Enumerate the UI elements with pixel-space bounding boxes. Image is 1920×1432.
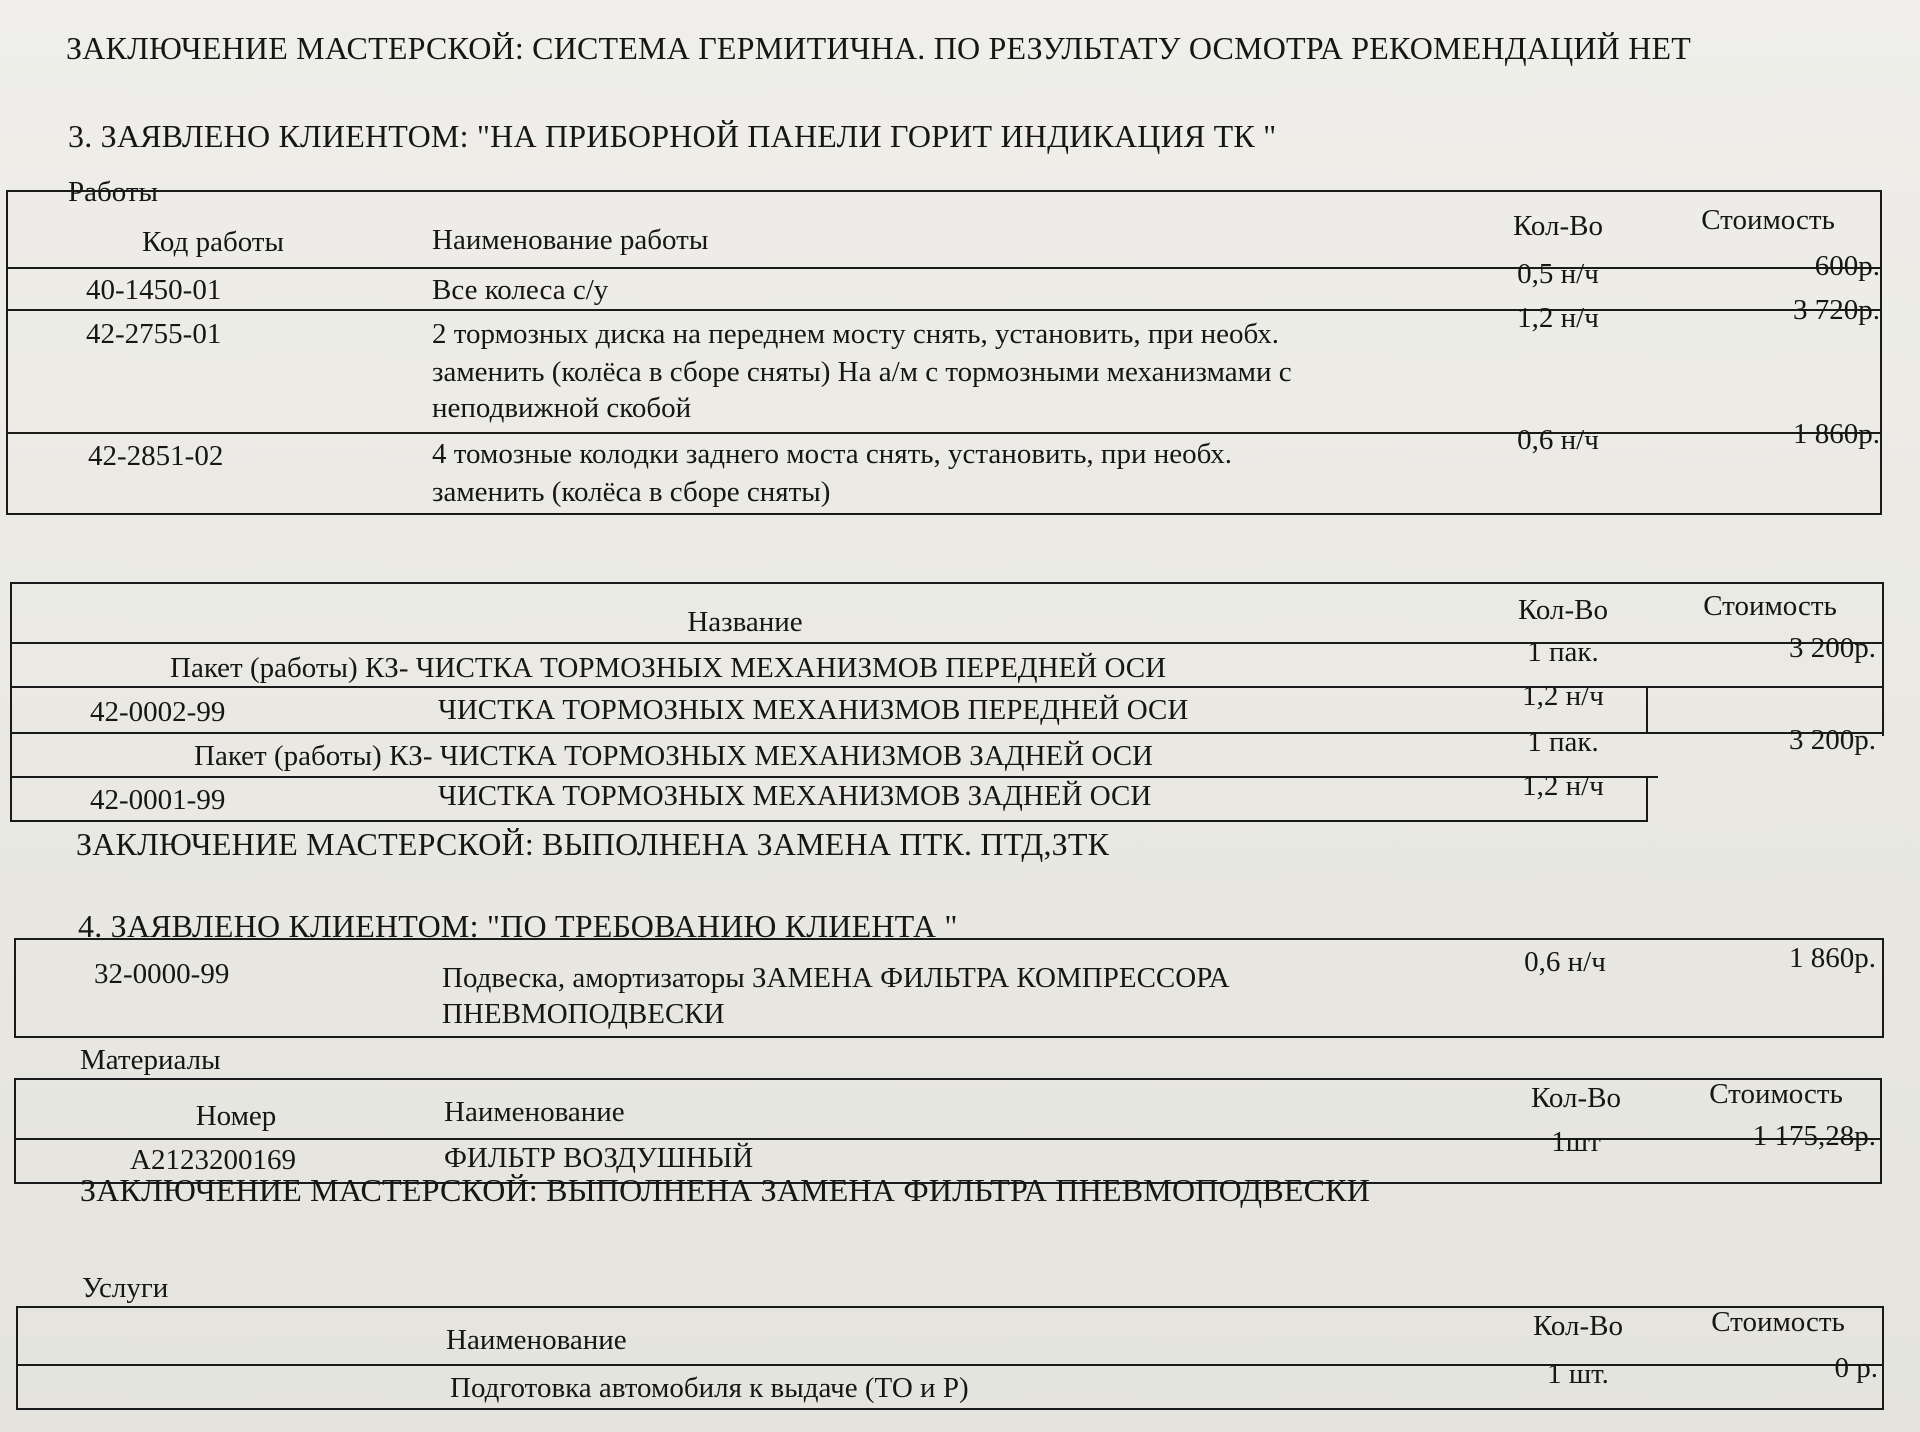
package-work-code: 42-0002-99 bbox=[90, 696, 226, 728]
materials-header-cost: Стоимость bbox=[1709, 1078, 1843, 1110]
work-name: Все колеса с/у bbox=[432, 274, 609, 306]
work-cost: 1 860р. bbox=[1789, 942, 1876, 974]
workshop-conclusion-1: ЗАКЛЮЧЕНИЕ МАСТЕРСКОЙ: СИСТЕМА ГЕРМИТИЧНА. ПО РЕЗУЛЬТАТУ ОСМОТРА РЕКОМЕНДАЦИЙ НЕТ bbox=[66, 30, 1691, 66]
section-4-conclusion: ЗАКЛЮЧЕНИЕ МАСТЕРСКОЙ: ВЫПОЛНЕНА ЗАМЕНА ФИЛЬТРА ПНЕВМОПОДВЕСКИ bbox=[80, 1172, 1371, 1208]
packages-header-name: Название bbox=[687, 606, 803, 638]
service-qty: 1 шт. bbox=[1547, 1358, 1609, 1390]
works-header-cost: Стоимость bbox=[1701, 204, 1835, 236]
materials-table bbox=[14, 1078, 1882, 1184]
work-qty: 0,5 н/ч bbox=[1517, 258, 1599, 290]
materials-header-number: Номер bbox=[195, 1100, 277, 1132]
package-work-name: ЧИСТКА ТОРМОЗНЫХ МЕХАНИЗМОВ ЗАДНЕЙ ОСИ bbox=[438, 780, 1152, 812]
section-3-title: 3. ЗАЯВЛЕНО КЛИЕНТОМ: "НА ПРИБОРНОЙ ПАНЕЛИ ГОРИТ ИНДИКАЦИЯ ТК " bbox=[68, 118, 1277, 154]
packages-header-cost: Стоимость bbox=[1703, 590, 1837, 622]
section-3-conclusion: ЗАКЛЮЧЕНИЕ МАСТЕРСКОЙ: ВЫПОЛНЕНА ЗАМЕНА ПТК. ПТД,ЗТК bbox=[76, 826, 1110, 862]
section-4-work-table bbox=[14, 938, 1884, 1038]
material-qty: 1шт bbox=[1551, 1126, 1601, 1158]
package-work-name: ЧИСТКА ТОРМОЗНЫХ МЕХАНИЗМОВ ПЕРЕДНЕЙ ОСИ bbox=[438, 694, 1189, 726]
material-name: ФИЛЬТР ВОЗДУШНЫЙ bbox=[444, 1142, 754, 1174]
material-number: A2123200169 bbox=[130, 1144, 296, 1176]
services-header-name: Наименование bbox=[446, 1324, 627, 1356]
service-name: Подготовка автомобиля к выдаче (ТО и Р) bbox=[450, 1372, 969, 1404]
materials-header-qty: Кол-Во bbox=[1531, 1082, 1621, 1114]
services-label: Услуги bbox=[82, 1272, 169, 1304]
materials-label: Материалы bbox=[80, 1044, 221, 1076]
work-name-line-1: 2 тормозных диска на переднем мосту снять, установить, при необх. bbox=[432, 318, 1279, 350]
section-4-title: 4. ЗАЯВЛЕНО КЛИЕНТОМ: "ПО ТРЕБОВАНИЮ КЛИЕНТА " bbox=[78, 908, 958, 944]
package-work-qty: 1,2 н/ч bbox=[1522, 680, 1604, 712]
work-code: 32-0000-99 bbox=[94, 958, 230, 990]
package-qty: 1 пак. bbox=[1527, 726, 1599, 758]
services-header-qty: Кол-Во bbox=[1533, 1310, 1623, 1342]
work-qty: 0,6 н/ч bbox=[1524, 946, 1606, 978]
work-cost: 1 860р. bbox=[1793, 418, 1880, 450]
package-work-qty: 1,2 н/ч bbox=[1522, 770, 1604, 802]
work-cost: 600р. bbox=[1814, 250, 1880, 282]
work-name-line-2: заменить (колёса в сборе сняты) bbox=[432, 476, 831, 508]
works-label: Работы bbox=[68, 176, 159, 208]
work-qty: 1,2 н/ч bbox=[1517, 302, 1599, 334]
works-header-name: Наименование работы bbox=[432, 224, 709, 256]
package-qty: 1 пак. bbox=[1527, 636, 1599, 668]
work-name-line-2: ПНЕВМОПОДВЕСКИ bbox=[442, 998, 725, 1030]
materials-header-name: Наименование bbox=[444, 1096, 625, 1128]
work-name-line-3: неподвижной скобой bbox=[432, 392, 692, 424]
service-cost: 0 р. bbox=[1834, 1352, 1878, 1384]
work-qty: 0,6 н/ч bbox=[1517, 424, 1599, 456]
packages-table bbox=[10, 582, 1884, 822]
package-cost: 3 200р. bbox=[1789, 724, 1876, 756]
work-code: 42-2755-01 bbox=[86, 318, 222, 350]
package-work-code: 42-0001-99 bbox=[90, 784, 226, 816]
work-code: 42-2851-02 bbox=[88, 440, 224, 472]
package-cost: 3 200р. bbox=[1789, 632, 1876, 664]
services-table bbox=[16, 1306, 1884, 1410]
works-header-qty: Кол-Во bbox=[1513, 210, 1603, 242]
work-name-line-1: 4 томозные колодки заднего моста снять, установить, при необх. bbox=[432, 438, 1233, 470]
work-name-line-1: Подвеска, амортизаторы ЗАМЕНА ФИЛЬТРА КОМПРЕССОРА bbox=[442, 962, 1230, 994]
services-header-cost: Стоимость bbox=[1711, 1306, 1845, 1338]
works-table bbox=[6, 190, 1882, 515]
material-cost: 1 175,28р. bbox=[1752, 1120, 1876, 1152]
work-name-line-2: заменить (колёса в сборе сняты) На а/м с тормозными механизмами с bbox=[432, 356, 1292, 388]
packages-header-qty: Кол-Во bbox=[1518, 594, 1608, 626]
work-cost: 3 720р. bbox=[1793, 294, 1880, 326]
package-name: Пакет (работы) КЗ- ЧИСТКА ТОРМОЗНЫХ МЕХАНИЗМОВ ЗАДНЕЙ ОСИ bbox=[194, 740, 1153, 772]
works-header-code: Код работы bbox=[142, 226, 284, 258]
package-name: Пакет (работы) КЗ- ЧИСТКА ТОРМОЗНЫХ МЕХАНИЗМОВ ПЕРЕДНЕЙ ОСИ bbox=[170, 652, 1167, 684]
work-code: 40-1450-01 bbox=[86, 274, 222, 306]
